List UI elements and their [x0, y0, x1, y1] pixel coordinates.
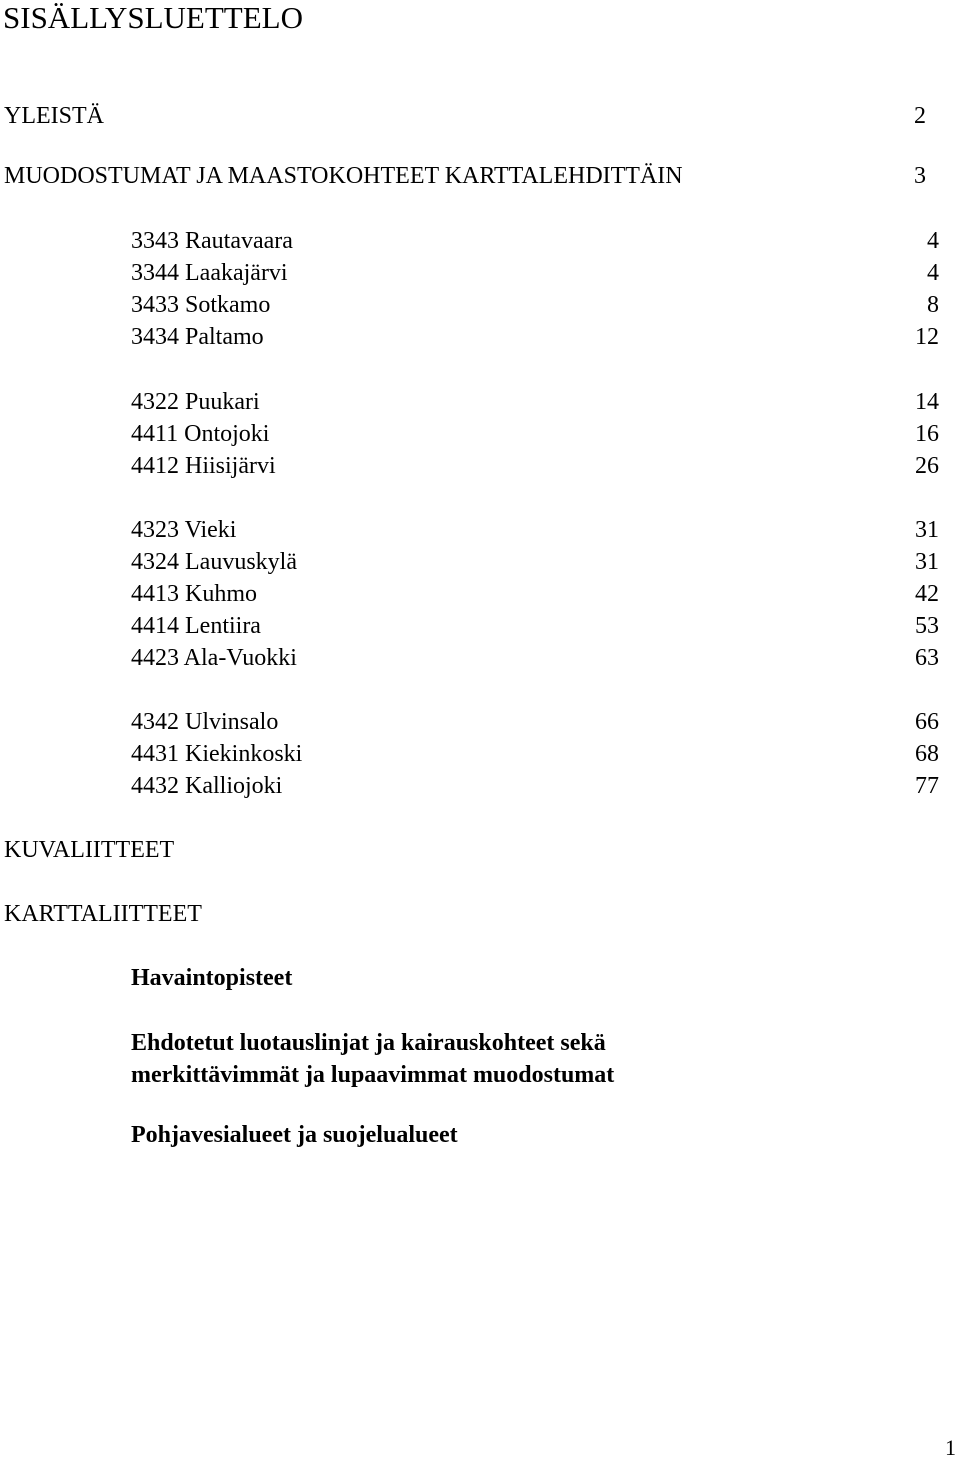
toc-entry-label: 3433 Sotkamo: [131, 292, 271, 318]
toc-entry-label: 4412 Hiisijärvi: [131, 453, 276, 479]
toc-entry-page: 66: [915, 709, 939, 735]
toc-entry-label: 4322 Puukari: [131, 389, 260, 415]
toc-heading-muodostumat: MUODOSTUMAT JA MAASTOKOHTEET KARTTALEHDITTÄIN: [4, 163, 683, 189]
map-appendix-ehdotetut-line2: merkittävimmät ja lupaavimmat muodostumat: [131, 1062, 615, 1088]
toc-entry-label: 3434 Paltamo: [131, 324, 264, 350]
toc-entry-label: 4324 Lauvuskylä: [131, 549, 297, 575]
toc-page-yleista: 2: [914, 103, 926, 129]
map-appendix-havaintopisteet: Havaintopisteet: [131, 965, 293, 991]
footer-page-number: 1: [945, 1435, 956, 1460]
toc-entry-page: 31: [915, 549, 939, 575]
map-appendix-pohjavesi: Pohjavesialueet ja suojelualueet: [131, 1122, 458, 1148]
toc-entry-label: 4423 Ala-Vuokki: [131, 645, 297, 671]
toc-entry-label: 3343 Rautavaara: [131, 228, 293, 254]
toc-heading-yleista: YLEISTÄ: [4, 103, 104, 129]
toc-entry-label: 4413 Kuhmo: [131, 581, 257, 607]
toc-entry-page: 53: [915, 613, 939, 639]
toc-entry-label: 4414 Lentiira: [131, 613, 261, 639]
toc-entry-label: 3344 Laakajärvi: [131, 260, 288, 286]
toc-entry-label: 4432 Kalliojoki: [131, 773, 283, 799]
toc-entry-page: 12: [915, 324, 939, 350]
toc-entry-label: 4431 Kiekinkoski: [131, 741, 303, 767]
toc-entry-label: 4342 Ulvinsalo: [131, 709, 279, 735]
toc-entry-page: 42: [915, 581, 939, 607]
toc-entry-page: 8: [927, 292, 939, 318]
toc-entry-label: 4323 Vieki: [131, 517, 237, 543]
toc-heading-kuvaliitteet: KUVALIITTEET: [4, 837, 175, 863]
toc-entry-page: 14: [915, 389, 939, 415]
toc-page-muodostumat: 3: [914, 163, 926, 189]
toc-entry-page: 68: [915, 741, 939, 767]
toc-entry-page: 16: [915, 421, 939, 447]
toc-entry-page: 26: [915, 453, 939, 479]
toc-entry-page: 4: [927, 228, 939, 254]
toc-entry-label: 4411 Ontojoki: [131, 421, 270, 447]
map-appendix-ehdotetut-line1: Ehdotetut luotauslinjat ja kairauskohteet sekä: [131, 1030, 606, 1056]
toc-heading-karttaliitteet: KARTTALIITTEET: [4, 901, 202, 927]
toc-entry-page: 31: [915, 517, 939, 543]
toc-entry-page: 63: [915, 645, 939, 671]
toc-entry-page: 4: [927, 260, 939, 286]
toc-entry-page: 77: [915, 773, 939, 799]
page-title: SISÄLLYSLUETTELO: [3, 0, 303, 35]
